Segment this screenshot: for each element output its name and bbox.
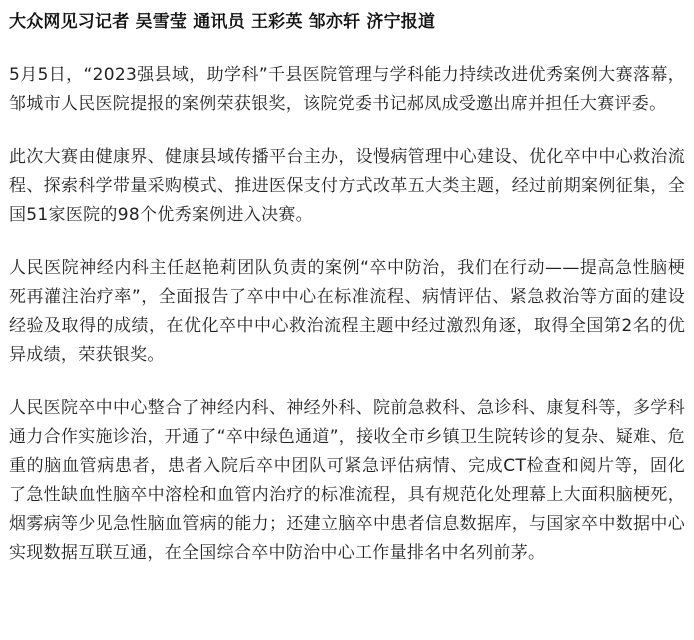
article-paragraph-4: 人民医院卒中中心整合了神经内科、神经外科、院前急救科、急诊科、康复科等，多学科通力合作实施诊治，开通了“卒中绿色通道”，接收全市乡镇卫生院转诊的复杂、疑难、危重的脑血管病患者，患者入院后卒中团队可紧急评估病情、完成CT检查和阅片等，固化了急性缺血性脑卒中溶栓和血管内治疗的标准流程，具有规范化处理幕上大面积脑梗死，烟雾病等少见急性脑血管病的能力；还建立脑卒中患者信息数据库，与国家卒中数据中心实现数据互联互通，在全国综合卒中防治中心工作量排名中名列前茅。 [9,398,685,563]
article-paragraph-2: 此次大赛由健康界、健康县域传播平台主办，设慢病管理中心建设、优化卒中中心救治流程、探索科学带量采购模式、推进医保支付方式改革五大类主题，经过前期案例征集，全国51家医院的98个优秀案例进入决赛。 [9,147,685,225]
article-paragraph-1: 5月5日，“2023强县域，助学科”千县医院管理与学科能力持续改进优秀案例大赛落幕，邹城市人民医院提报的案例荣获银奖，该院党委书记郝凤成受邀出席并担任大赛评委。 [9,65,685,114]
article-paragraph-3: 人民医院神经内科主任赵艳莉团队负责的案例“卒中防治，我们在行动——提高急性脑梗死再灌注治疗率”，全面报告了卒中中心在标准流程、病情评估、紧急救治等方面的建设经验及取得的成绩，在优化卒中中心救治流程主题中经过激烈角逐，取得全国第2名的优异成绩，荣获银奖。 [9,258,685,365]
article-byline: 大众网见习记者 吴雪莹 通讯员 王彩英 邹亦轩 济宁报道 [9,12,436,32]
news-article [9,0,685,568]
